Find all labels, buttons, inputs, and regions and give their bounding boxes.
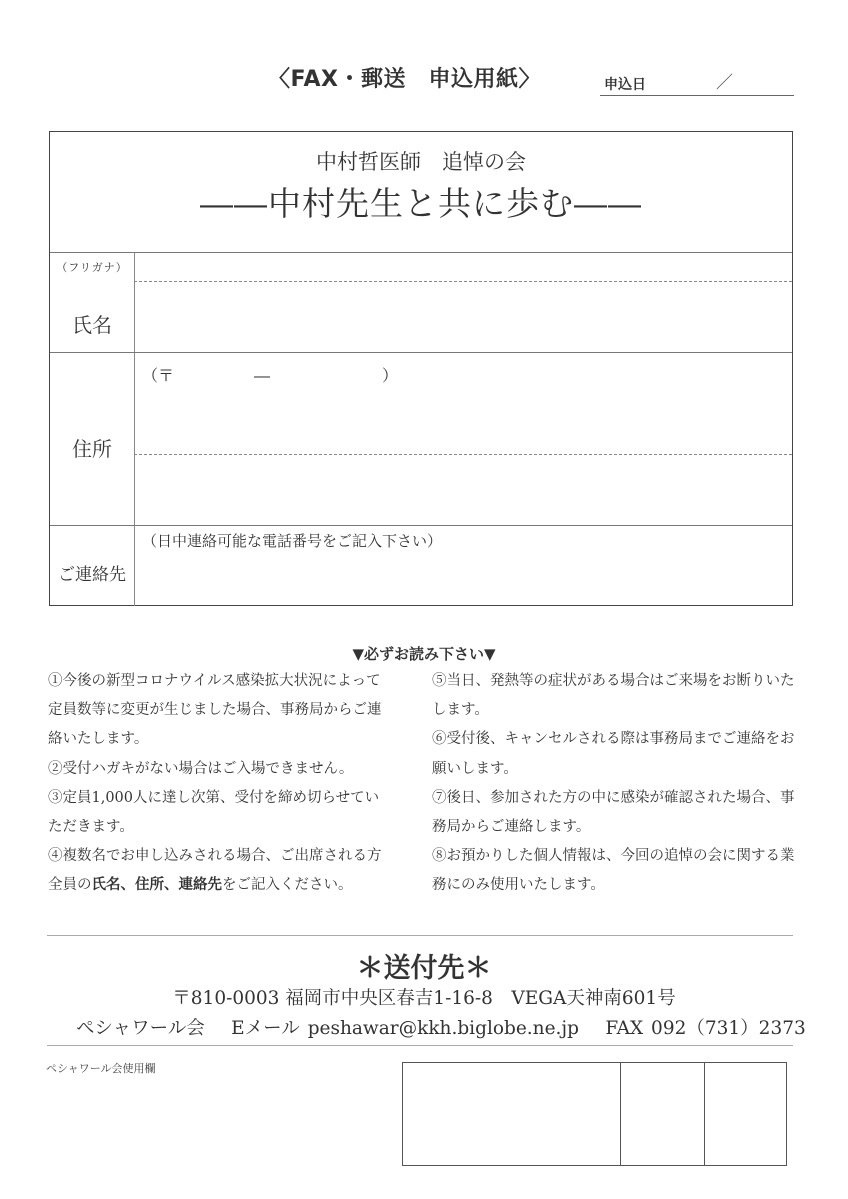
name-row <box>50 252 792 353</box>
address-line2-field[interactable] <box>136 456 792 526</box>
event-subtitle: 中村哲医師 追悼の会 <box>316 150 526 174</box>
notice-item-4-suffix: をご記入ください。 <box>222 877 353 894</box>
send-to-address: 〒810-0003 福岡市中央区春吉1-16-8 VEGA天神南601号 <box>172 988 676 1009</box>
furigana-divider <box>134 281 792 282</box>
event-title: ――中村先生と共に歩む―― <box>200 184 642 223</box>
form-title: 〈FAX・郵送 申込用紙〉 <box>268 67 541 92</box>
name-field[interactable] <box>136 283 792 353</box>
address-row <box>50 352 792 526</box>
contact-label: ご連絡先 <box>58 565 126 585</box>
emphasis-separator: 、 <box>164 877 179 894</box>
application-date-field[interactable] <box>600 95 794 96</box>
fax-number: 092（731）2373 <box>651 1018 806 1039</box>
emphasis-address: 住所 <box>135 877 164 894</box>
address-divider <box>134 454 792 455</box>
organization-name: ペシャワール会 <box>76 1018 205 1039</box>
notice-item-3: ③定員1,000人に達し次第、受付を締め切らせていただきます。 <box>48 789 380 836</box>
application-date-label: 申込日 <box>604 77 646 93</box>
furigana-label: （フリガナ） <box>56 261 128 274</box>
notice-item-5: ⑤当日、発熱等の症状がある場合はご来場をお断りいたします。 <box>432 673 795 719</box>
notice-item-8: ⑧お預かりした個人情報は、今回の追悼の会に関する業務にのみ使用いたします。 <box>432 848 795 894</box>
name-label: 氏名 <box>72 313 112 337</box>
application-form <box>49 131 793 606</box>
notice-item-7: ⑦後日、参加された方の中に感染が確認された場合、事務局からご連絡します。 <box>432 789 795 836</box>
notice-list-left <box>48 667 393 901</box>
email-address[interactable]: peshawar@kkh.biglobe.ne.jp <box>307 1018 579 1039</box>
contact-row <box>50 525 792 606</box>
contact-hint: （日中連絡可能な電話番号をご記入下さい） <box>142 532 443 550</box>
fax-label: FAX <box>605 1018 644 1039</box>
divider-bottom <box>47 1045 793 1046</box>
divider-top <box>47 935 793 936</box>
office-use-cell-3 <box>704 1063 786 1165</box>
emphasis-contact: 連絡先 <box>178 877 222 894</box>
address-line1-field[interactable] <box>136 357 792 453</box>
emphasis-name: 氏名 <box>91 877 121 894</box>
send-to-title: ＊送付先＊ <box>356 953 492 984</box>
notice-list-right <box>432 667 802 901</box>
send-to-contact <box>76 1014 806 1040</box>
office-use-label: ペシャワール会使用欄 <box>46 1062 156 1075</box>
furigana-field[interactable] <box>136 253 792 281</box>
email-label: Eメール <box>231 1018 300 1039</box>
postal-code-hint: （〒 ― ） <box>142 366 399 385</box>
emphasis-separator: 、 <box>120 877 135 894</box>
notice-item-1: ①今後の新型コロナウイルス感染拡大状況によって定員数等に変更が生じました場合、事務局からご連絡いたします。 <box>48 673 382 748</box>
notice-item-2: ②受付ハガキがない場合はご入場できません。 <box>48 760 354 777</box>
date-separator: ／ <box>716 73 733 93</box>
notice-title: ▼必ずお読み下さい▼ <box>352 645 496 663</box>
office-use-cell-1 <box>403 1063 621 1165</box>
contact-phone-field[interactable] <box>136 554 792 606</box>
notice-item-4 <box>48 842 393 900</box>
notice-item-6: ⑥受付後、キャンセルされる際は事務局までご連絡をお願いします。 <box>432 731 795 777</box>
notice-item-4-text: ④複数名でお申し込みされる場合、ご出席される方全員の <box>48 848 382 894</box>
office-use-box <box>402 1062 787 1166</box>
address-label: 住所 <box>72 437 112 461</box>
office-use-cell-2 <box>620 1063 705 1165</box>
